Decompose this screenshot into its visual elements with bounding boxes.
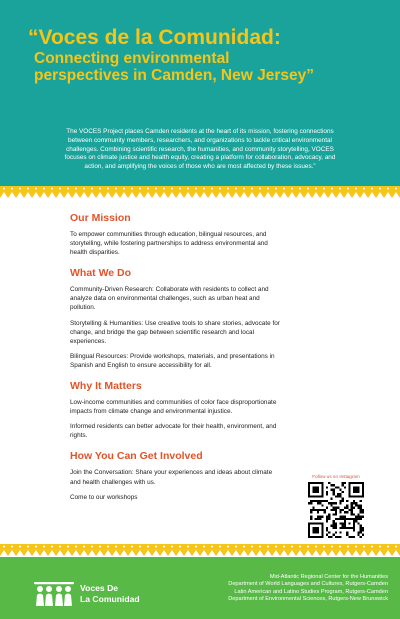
credit-line: Department of Environmental Sciences, Rutgers-New Brunswick	[228, 595, 388, 602]
credit-line: Latin American and Latino Studies Program, Rutgers-Camden	[234, 588, 388, 595]
what-we-do-item: Bilingual Resources: Provide workshops, materials, and presentations in Spanish and English to ensure accessibility for all.	[70, 352, 275, 369]
credit-line: Department of World Languages and Cultures, Rutgers-Camden	[228, 581, 388, 588]
why-it-matters-item: Low-income communities and communities of color face disproportionate impacts from climate change and environmental injustice.	[70, 399, 277, 416]
page-title	[28, 26, 384, 84]
logo-line-1: Voces De	[80, 583, 119, 593]
get-involved-item: Come to our workshops	[70, 493, 138, 501]
logo-wordmark	[80, 583, 140, 604]
instagram-qr-block	[305, 474, 367, 543]
mission-section	[70, 212, 284, 257]
what-we-do-section	[70, 267, 284, 370]
get-involved-heading: How You Can Get Involved	[70, 450, 203, 463]
footer	[0, 557, 400, 619]
why-it-matters-section	[70, 380, 284, 440]
what-we-do-item: Community-Driven Research: Collaborate with residents to collect and analyze data on environmental challenges, such as urban heat and pollution.	[70, 286, 269, 312]
qr-code-icon[interactable]	[308, 482, 364, 538]
title-line-1: “Voces de la Comunidad:	[28, 26, 281, 49]
footer-credits	[152, 574, 388, 603]
what-we-do-item: Storytelling & Humanities: Use creative tools to share stories, advocate for change, and bridge the gap between scientific research and local experiences.	[70, 319, 280, 345]
intro-paragraph: The VOCES Project places Camden residents at the heart of its mission, fostering connections between community members, researchers, and organizations to tackle critical environmental challenges. Combining scientific research, the humanities, and community storytelling, VOCES focuses on climate justice and health equity, creating a platform for collaboration, advocacy, and action, and amplifying the voices of those who are most affected by these issues.”	[64, 128, 336, 171]
title-line-3: perspectives in Camden, New Jersey”	[34, 66, 314, 84]
voces-logo-icon	[32, 579, 76, 609]
why-it-matters-heading: Why It Matters	[70, 380, 142, 393]
why-it-matters-item: Informed residents can better advocate for their health, environment, and rights.	[70, 423, 277, 440]
credit-line: Mid-Atlantic Regional Center for the Humanities	[269, 574, 388, 580]
decorative-band-bottom	[0, 544, 400, 556]
hero-banner	[0, 0, 400, 186]
mission-heading: Our Mission	[70, 212, 131, 224]
logo-line-2: La Comunidad	[80, 593, 140, 604]
what-we-do-heading: What We Do	[70, 267, 132, 280]
title-line-2: Connecting environmental	[34, 49, 230, 67]
qr-label: Follow us on Instagram	[312, 474, 360, 479]
get-involved-item: Join the Conversation: Share your experiences and ideas about climate and health challenges with us.	[70, 469, 273, 486]
get-involved-section	[70, 450, 284, 501]
decorative-band-top	[0, 186, 400, 198]
main-content	[70, 212, 284, 508]
mission-text: To empower communities through education, bilingual resources, and storytelling, while fostering partnerships to address environmental and health disparities.	[70, 231, 268, 257]
